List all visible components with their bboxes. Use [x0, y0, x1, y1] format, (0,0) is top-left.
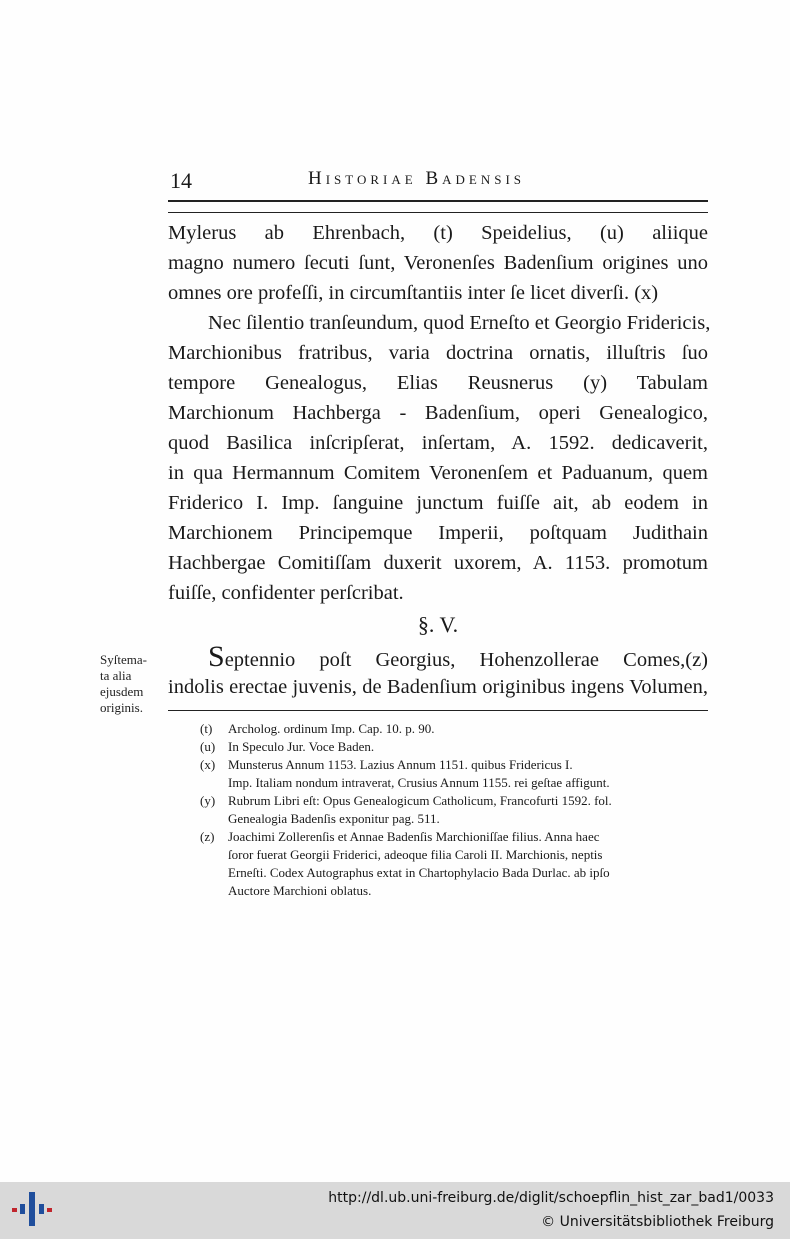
header-rule	[168, 200, 708, 213]
footnote-t	[200, 720, 708, 738]
text-line: Marchionibus fratribus, varia doctrina ornatis, illuſtris ſuo	[168, 342, 708, 364]
footnote-line: Joachimi Zollerenſis et Annae Badenſis Marchioniſſae filius. Anna haec	[228, 829, 600, 844]
running-title: Historiae Badensis	[308, 168, 526, 189]
text-line: in qua Hermannum Comitem Veronenſem et Paduanum, quem	[168, 462, 708, 484]
text-line: omnes ore profeſſi, in circumſtantiis inter ſe licet diverſi. (x)	[168, 282, 659, 304]
marginal-line: ta alia	[100, 668, 132, 683]
main-text	[168, 218, 711, 702]
marginal-line: ejusdem	[100, 684, 144, 699]
copyright: © Universitätsbibliothek Freiburg	[541, 1214, 774, 1230]
page-number: 14	[170, 168, 192, 193]
section-heading: §. V.	[417, 612, 459, 637]
page-header	[168, 168, 708, 196]
text-line: indolis erectae juvenis, de Badenſium originibus ingens Volumen,	[168, 676, 708, 698]
library-logo-icon[interactable]	[12, 1190, 52, 1230]
text-line: Nec ſilentio tranſeundum, quod Erneſto et Georgio Fridericis,	[208, 312, 711, 334]
footnote-line: Imp. Italiam nondum intraverat, Crusius Annum 1155. rei geſtae affigunt.	[228, 775, 610, 790]
footnote-line: Genealogia Badenſis exponitur pag. 511.	[228, 811, 440, 826]
footnote-z	[200, 828, 708, 900]
text-line: Hachbergae Comitiſſam duxerit uxorem, A. 1153. promotum	[168, 552, 708, 574]
permalink[interactable]: http://dl.ub.uni-freiburg.de/diglit/schoepflin_hist_zar_bad1/0033	[328, 1190, 774, 1206]
marginal-note	[100, 652, 166, 716]
footnote-mark: (u)	[200, 739, 216, 754]
footnote-line: In Speculo Jur. Voce Baden.	[228, 739, 375, 754]
footnote-line: Munsterus Annum 1153. Lazius Annum 1151. quibus Fridericus I.	[228, 757, 573, 772]
text-line	[168, 642, 708, 672]
footnote-y	[200, 792, 708, 828]
footnote-mark: (x)	[200, 757, 216, 772]
paragraph-1	[168, 218, 708, 308]
footnote-line: ſoror fuerat Georgii Friderici, adeoque filia Caroli II. Marchionis, neptis	[228, 847, 603, 862]
footnote-line: Archolog. ordinum Imp. Cap. 10. p. 90.	[228, 721, 435, 736]
text-line: Marchionem Principemque Imperii, poſtquam Judithain	[168, 522, 708, 544]
text-line: quod Basilica inſcripſerat, inſertam, A. 1592. dedicaverit,	[168, 432, 708, 454]
footnote-mark: (z)	[200, 829, 215, 844]
paragraph-3	[168, 642, 708, 702]
footnote-mark: (y)	[200, 793, 216, 808]
drop-cap: S	[208, 640, 225, 673]
footnote-line: Rubrum Libri eſt: Opus Genealogicum Catholicum, Francofurti 1592. fol.	[228, 793, 612, 808]
text-line: fuiſſe, confidenter perſcribat.	[168, 582, 404, 604]
paragraph-2	[168, 308, 711, 608]
text-line: tempore Genealogus, Elias Reusnerus (y) Tabulam	[168, 372, 708, 394]
footnote-line: Auctore Marchioni oblatus.	[228, 883, 372, 898]
marginal-line: originis.	[100, 700, 143, 715]
marginal-line: Syſtema-	[100, 652, 147, 667]
footnotes	[200, 720, 708, 900]
text-line: Marchionum Hachberga - Badenſium, operi Genealogico,	[168, 402, 708, 424]
text-line: Mylerus ab Ehrenbach, (t) Speidelius, (u) aliique	[168, 222, 708, 244]
viewer-footer	[0, 1182, 790, 1239]
text-line: magno numero ſecuti ſunt, Veronenſes Badenſium origines uno	[168, 252, 708, 274]
footnote-mark: (t)	[200, 721, 213, 736]
footnote-x	[200, 756, 708, 792]
text-line-content: eptennio poſt Georgius, Hohenzollerae Comes,(z)	[224, 649, 708, 671]
footnote-line: Erneſti. Codex Autographus extat in Chartophylacio Bada Durlac. ab ipſo	[228, 865, 610, 880]
footnote-u	[200, 738, 708, 756]
footnote-rule	[168, 710, 708, 711]
text-line: Friderico I. Imp. ſanguine junctum fuiſſe ait, ab eodem in	[168, 492, 708, 514]
